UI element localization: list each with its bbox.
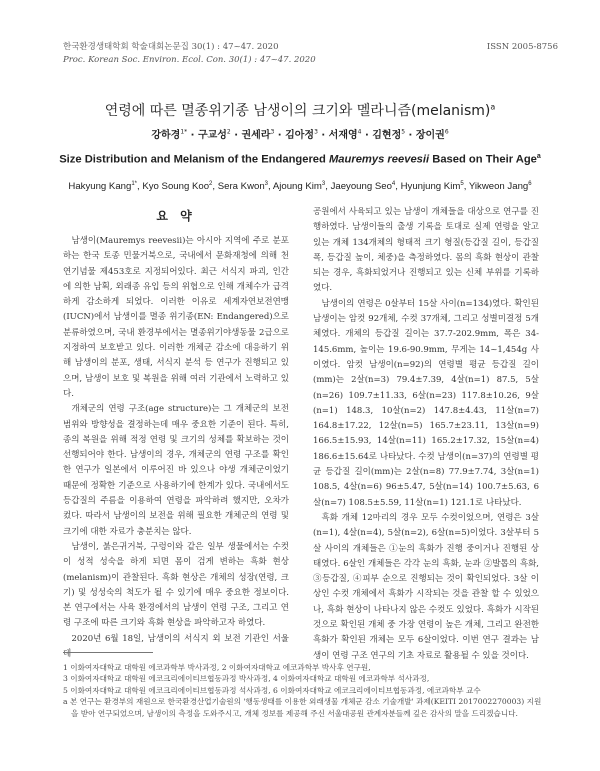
footnote-acknowledgement: a 본 연구는 환경부의 재원으로 한국환경산업기술원의 '행동생태를 이용한 외래생물 개체군 감소 기술개발' 과제(KEITI 2017002270003) 지원을 받아 연구되었으며, 남생이의 측정을 도와주시고, 개체 정보를 제공해 주신 서울대공원 관계자분들께 깊은 감사의 말을 드리겠습니다. bbox=[63, 697, 542, 718]
author-en: Ajoung Kim$^3$ bbox=[272, 181, 326, 193]
journal-header bbox=[63, 41, 558, 67]
paragraph: 남생이, 붉은귀거북, 구렁이와 같은 일부 생물에서는 수컷이 성적 성숙을 하게 되면 몸이 검게 변하는 흑화 현상(melanism)이 관찰된다. 흑화 현상은 개체의 성장(연령, 크기) 및 성성숙의 척도가 될 수 있기에 매우 중요한 정보이다. 본 연구에서는 사육 환경에서의 남생이 연령 구조, 그리고 연령 구조에 따른 크기와 흑화 현상을 파악하고자 하였다. bbox=[63, 541, 289, 629]
author-ko: 구교성$^2$ bbox=[197, 128, 231, 141]
footnote-divider bbox=[63, 652, 153, 653]
journal-citation-ko: 한국환경생태학회 학술대회논문집 30(1) : 47~47. 2020 bbox=[63, 42, 279, 52]
footnote: 3 이화여자대학교 대학원 에코크리에이티브협동과정 박사과정, 4 이화여자대학교 대학원 에코과학부 석사과정, bbox=[63, 674, 430, 684]
author-en: Hakyung Kang$^{1*}$ bbox=[68, 181, 138, 193]
footnote: 5 이화여자대학교 대학원 에코크리에이티브협동과정 석사과정, 6 이화여자대학교 에코크리에이티브협동과정, 에코과학부 교수 bbox=[63, 685, 481, 695]
title-korean bbox=[0, 100, 600, 120]
title-ko-mark: a bbox=[490, 102, 496, 112]
author-en: Jaeyoung Seo$^4$ bbox=[330, 181, 396, 193]
author-ko: 김현정$^5$ bbox=[372, 128, 406, 141]
paragraph: 2020년 6월 18일, 남생이의 서식지 외 보전 기관인 서울대 bbox=[63, 633, 289, 660]
author-ko: 권세라$^3$ bbox=[241, 128, 275, 141]
author-en: Sera Kwon$^3$ bbox=[217, 181, 269, 193]
author-ko: 서재영$^4$ bbox=[328, 128, 362, 141]
species-name: Mauremys reevesii bbox=[328, 153, 430, 166]
footnotes bbox=[63, 662, 543, 719]
journal-citation-en: Proc. Korean Soc. Environ. Ecol. Con. 30(1) : 47~47. 2020 bbox=[63, 55, 316, 65]
paragraph: 개체군의 연령 구조(age structure)는 그 개체군의 보전 범위와 방향성을 결정하는데 매우 중요한 기준이 된다. 특히, 종의 복원을 위해 적정 연령 및 크기의 성체를 확보하는 것이 선행되어야 한다. 남생이의 경우, 개체군의 연령 구조를 확인한 연구가 일본에서 이루어진 바 있으나 야생 개체군이었기 때문에 정확한 기준으로 사용하기에 한계가 있다. 국내에서도 등갑질의 주름을 이용하여 연령을 파악하려 했지만, 오차가 컸다. 따라서 남생이의 보전을 위해 필요한 개체군의 연령 및 크기에 대한 자료가 충분치는 않다. bbox=[63, 404, 289, 537]
issn: ISSN 2005-8756 bbox=[486, 42, 558, 52]
footnote: 1 이화여자대학교 대학원 에코과학부 박사과정, 2 이화여자대학교 에코과학부 박사후 연구원, bbox=[63, 663, 371, 672]
author-ko: 장이권$^6$ bbox=[415, 128, 449, 141]
author-en: Hyunjung Kim$^5$ bbox=[400, 181, 464, 193]
author-en: Yikweon Jang$^6$ bbox=[468, 181, 532, 193]
title-ko-text: 연령에 따른 멸종위기종 남생이의 크기와 멜라니즘(melanism) bbox=[104, 103, 491, 119]
author-ko: 김아정$^3$ bbox=[285, 128, 318, 141]
paragraph: 남생이(Mauremys reevesii)는 아시아 지역에 주로 분포하는 한국 토종 민물거북으로, 국내에서 문화재청에 의해 천연기념물 제453호로 지정되어있다. 최근 서식지 파괴, 인간에 의한 남획, 외래종 유입 등의 위협으로 인해 개체수가 급격하게 감소하게 되었다. 이러한 이유로 세계자연보전연맹(IUCN)에서 남생이를 멸종 위기종(EN: Endangered)으로 분류하였으며, 국내 환경부에서는 멸종위기야생동물 2급으로 지정하여 보호받고 있다. 이러한 개체군 감소에 대응하기 위해 남생이의 분포, 생태, 서식지 분석 등 연구가 진행되고 있으며, 남생이 보호 및 복원을 위해 여러 기관에서 노력하고 있다. bbox=[63, 236, 289, 399]
authors-korean: 강하경$^{1*}$ · 구교성$^2$ · 권세라$^3$ · 김아정$^3$ · 서재영$^4$ · 김현정$^5$ · 장이권$^6$ bbox=[151, 128, 449, 141]
abstract-left-column bbox=[63, 234, 289, 662]
paragraph: 공원에서 사육되고 있는 남생이 개체들을 대상으로 연구를 진행하였다. 남생이들의 출생 기록을 토대로 실제 연령을 알고 있는 개체 134개체의 형태적 크기 형질(등갑질 길이, 등갑질 폭, 등갑질 높이, 체중)을 측정하였다. 몸의 흑화 현상이 관찰되는 경우, 흑화되었거나 진행되고 있는 신체 부위를 기록하였다. bbox=[313, 207, 539, 294]
authors-english: Hakyung Kang$^{1*}$, Kyo Soung Koo$^2$, Sera Kwon$^3$, Ajoung Kim$^3$, Jaeyoung Seo$^4$, Hyunjung Kim$^5$, Yikweon Jang$^6$ bbox=[68, 181, 532, 193]
abstract-heading: 요 약 bbox=[156, 209, 196, 223]
paragraph: 남생이의 연령은 0살부터 15살 사이(n=134)였다. 확인된 남생이는 암컷 92개체, 수컷 37개체, 그리고 성별미결정 5개체였다. 개체의 등갑질 길이는 37.7-202.9mm, 폭은 34-145.6mm, 높이는 19.6-90.9mm, 무게는 14~1,454g 사이였다. 암컷 남생이(n=92)의 연령별 평균 등갑질 길이(mm)는 2살(n=3) 79.4±7.39, 4살(n=1) 87.5, 5살(n=26) 109.7±11.33, 6살(n=23) 117.8±10.26, 9살(n=1) 148.3, 10살(n=2) 147.8±4.43, 11살(n=7) 164.8±17.22, 12살(n=5) 165.7±23.11, 13살(n=9) 166.5±15.93, 14살(n=11) 165.2±17.32, 15살(n=4) 186.6±15.64로 나타났다. 수컷 남생이(n=37)의 연령별 평균 등갑질 길이(mm)는 2살(n=8) 77.9±7.74, 3살(n=1) 108.5, 4살(n=6) 96±5.47, 5살(n=14) 100.7±5.63, 6살(n=7) 108.5±5.59, 11살(n=1) 121.1로 나타났다. bbox=[313, 298, 539, 508]
author-en: Kyo Soung Koo$^2$ bbox=[142, 181, 213, 193]
paragraph: 흑화 개체 12마리의 경우 모두 수컷이었으며, 연령은 3살(n=1), 4살(n=4), 5살(n=2), 6살(n=5)이었다. 3살부터 5살 사이의 개체들은 ①눈의 흑화가 진행 중이거나 진행된 상태였다. 6살인 개체들은 각각 눈의 흑화, 눈과 ②발톱의 흑화, ③등갑질, ④피부 순으로 진행되는 것이 확인되었다. 3살 이상인 수컷 개체에서 흑화가 시작되는 것을 관찰 할 수 있었으나, 흑화 현상이 나타나지 않은 수컷도 있었다. 흑화가 시작된 것으로 확인된 개체 중 가장 연령이 높은 개체, 그리고 완전한 흑화가 확인된 개체는 모두 6살이었다. 이번 연구 결과는 남생이 연령 구조 연구의 기초 자료로 활용될 수 있을 것이다. bbox=[313, 512, 539, 661]
title-english: Size Distribution and Melanism of the Endangered Mauremys reevesii Based on Their Age$^a$ bbox=[59, 153, 541, 166]
abstract-right-column bbox=[313, 205, 539, 664]
author-ko: 강하경$^{1*}$ bbox=[151, 128, 188, 141]
